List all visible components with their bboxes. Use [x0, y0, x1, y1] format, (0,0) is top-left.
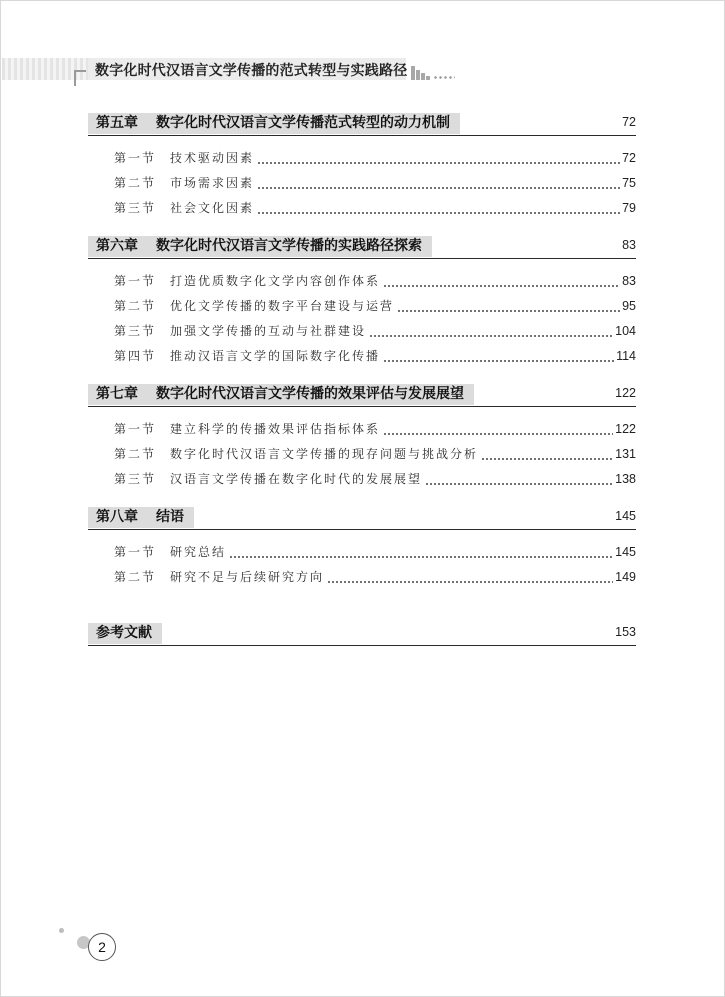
page-number: 2 — [88, 933, 116, 961]
toc-chapter — [88, 620, 636, 646]
toc-section-entry[interactable] — [88, 540, 636, 565]
table-of-contents — [88, 110, 636, 658]
toc-section-entry[interactable] — [88, 565, 636, 590]
section-number: 第二节 — [114, 570, 157, 584]
dot-leader — [425, 483, 613, 485]
section-page-number: 122 — [614, 417, 636, 442]
dot-leader — [383, 433, 613, 435]
toc-section-entry[interactable] — [88, 269, 636, 294]
section-list — [88, 259, 636, 369]
footer-dot-decoration — [59, 928, 64, 933]
chapter-heading-row[interactable] — [88, 233, 636, 259]
toc-chapter — [88, 233, 636, 369]
section-number: 第三节 — [114, 324, 157, 338]
section-title: 研究总结 — [170, 545, 227, 559]
chapter-number: 第六章 — [96, 238, 138, 254]
section-page-number: 104 — [614, 319, 636, 344]
section-title: 打造优质数字化文学内容创作体系 — [170, 274, 381, 288]
toc-section-entry[interactable] — [88, 171, 636, 196]
chapter-number: 第八章 — [96, 509, 138, 525]
section-title: 技术驱动因素 — [170, 151, 255, 165]
section-list — [88, 407, 636, 492]
toc-section-entry[interactable] — [88, 294, 636, 319]
dot-leader — [257, 162, 620, 164]
section-title: 优化文学传播的数字平台建设与运营 — [170, 299, 395, 313]
section-title: 汉语言文学传播在数字化时代的发展展望 — [170, 472, 423, 486]
section-number: 第二节 — [114, 299, 157, 313]
dot-leader — [257, 212, 620, 214]
dot-leader — [383, 285, 620, 287]
chapter-title: 数字化时代汉语言文学传播的实践路径探索 — [156, 238, 422, 254]
chapter-page-number: 83 — [622, 238, 636, 252]
section-number: 第二节 — [114, 447, 157, 461]
section-page-number: 75 — [621, 171, 636, 196]
chapter-heading-row[interactable] — [88, 504, 636, 530]
section-number: 第二节 — [114, 176, 157, 190]
dot-leader — [383, 360, 614, 362]
section-title: 社会文化因素 — [170, 201, 255, 215]
chapter-page-number: 153 — [615, 625, 636, 639]
chapter-title: 结语 — [156, 509, 184, 525]
dot-leader — [229, 556, 613, 558]
toc-section-entry[interactable] — [88, 467, 636, 492]
chapter-title: 参考文献 — [96, 625, 152, 641]
chapter-page-number: 145 — [615, 509, 636, 523]
section-page-number: 72 — [621, 146, 636, 171]
section-page-number: 114 — [615, 344, 636, 369]
toc-section-entry[interactable] — [88, 146, 636, 171]
header-corner-bracket — [74, 70, 86, 86]
section-number: 第三节 — [114, 472, 157, 486]
section-page-number: 145 — [614, 540, 636, 565]
section-list — [88, 530, 636, 590]
section-number: 第一节 — [114, 545, 157, 559]
section-title: 数字化时代汉语言文学传播的现存问题与挑战分析 — [170, 447, 479, 461]
dot-leader — [257, 187, 620, 189]
toc-chapter — [88, 504, 636, 590]
running-header-title: 数字化时代汉语言文学传播的范式转型与实践路径 — [95, 63, 408, 79]
section-title: 建立科学的传播效果评估指标体系 — [170, 422, 381, 436]
toc-chapter — [88, 381, 636, 492]
toc-section-entry[interactable] — [88, 442, 636, 467]
section-title: 市场需求因素 — [170, 176, 255, 190]
chapter-title: 数字化时代汉语言文学传播的效果评估与发展展望 — [156, 386, 464, 402]
chapter-number: 第五章 — [96, 115, 138, 131]
section-number: 第三节 — [114, 201, 157, 215]
chapter-heading-row[interactable] — [88, 620, 636, 646]
chapter-heading — [88, 113, 460, 134]
chapter-heading — [88, 623, 162, 644]
section-page-number: 95 — [621, 294, 636, 319]
chapter-heading — [88, 507, 194, 528]
section-title: 研究不足与后续研究方向 — [170, 570, 325, 584]
dot-leader — [327, 581, 613, 583]
chapter-heading — [88, 384, 474, 405]
section-number: 第一节 — [114, 422, 157, 436]
toc-section-entry[interactable] — [88, 196, 636, 221]
toc-section-entry[interactable] — [88, 319, 636, 344]
chapter-number: 第七章 — [96, 386, 138, 402]
section-page-number: 138 — [614, 467, 636, 492]
section-title: 推动汉语言文学的国际数字化传播 — [170, 349, 381, 363]
chapter-page-number: 122 — [615, 386, 636, 400]
section-page-number: 79 — [621, 196, 636, 221]
section-title: 加强文学传播的互动与社群建设 — [170, 324, 367, 338]
toc-chapter — [88, 110, 636, 221]
header-bars-icon — [411, 64, 431, 80]
header-dots-decoration — [433, 76, 455, 79]
section-page-number: 83 — [621, 269, 636, 294]
section-page-number: 149 — [614, 565, 636, 590]
chapter-title: 数字化时代汉语言文学传播范式转型的动力机制 — [156, 115, 450, 131]
chapter-page-number: 72 — [622, 115, 636, 129]
dot-leader — [369, 335, 613, 337]
chapter-heading-row[interactable] — [88, 110, 636, 136]
dot-leader — [481, 458, 613, 460]
chapter-heading-row[interactable] — [88, 381, 636, 407]
section-number: 第一节 — [114, 151, 157, 165]
toc-section-entry[interactable] — [88, 417, 636, 442]
section-page-number: 131 — [614, 442, 636, 467]
dot-leader — [397, 310, 620, 312]
toc-section-entry[interactable] — [88, 344, 636, 369]
chapter-heading — [88, 236, 432, 257]
section-list — [88, 136, 636, 221]
section-number: 第一节 — [114, 274, 157, 288]
section-number: 第四节 — [114, 349, 157, 363]
